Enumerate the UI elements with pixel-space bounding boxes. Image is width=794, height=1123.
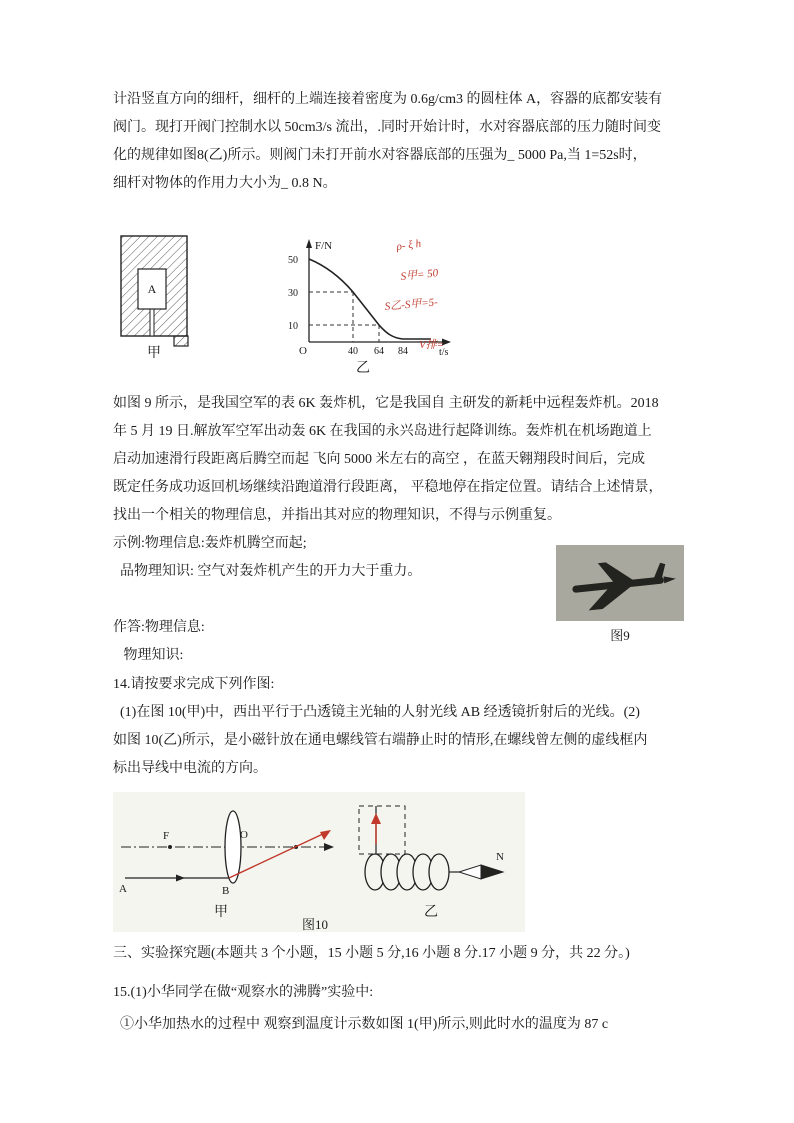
figure-8-jia-caption: 甲: [147, 346, 161, 361]
focal-point-left: [168, 845, 172, 849]
handwritten-annotation: S甲= 50: [400, 267, 439, 283]
text-line: 物理知识:: [113, 648, 184, 663]
text-line: 阀门。现打开阀门控制水以 50cm3/s 流出，.同时开始计时，水对容器底部的压力随时间变: [113, 120, 661, 135]
text-line: 作答:物理信息:: [113, 620, 205, 635]
thin-rod: [150, 309, 154, 336]
y-tick-30: 30: [288, 288, 298, 299]
figure-9-caption: 图9: [610, 628, 630, 643]
y-axis-label: F/N: [315, 240, 333, 252]
text-line: 启动加速滑行段距离后腾空而起 飞向 5000 米左右的高空 ，在蓝天翱翔段时间后，完成: [113, 452, 645, 467]
handwritten-annotation: V排=: [419, 339, 445, 351]
x-tick-84: 84: [398, 346, 408, 357]
text-line: 14.请按要求完成下列作图:: [113, 677, 275, 692]
bomber-photo: [556, 545, 684, 621]
origin-label: O: [299, 345, 307, 357]
cylinder-label: A: [147, 282, 157, 296]
section-heading: 三、实验探究题(本题共 3 个小题，15 小题 5 分,16 小题 8 分.17 小题 9 分，共 22 分。): [113, 946, 630, 961]
text-line: 细杆对物体的作用力大小为_ 0.8 N。: [113, 176, 337, 191]
text-line: 化的规律如图8(乙)所示。则阀门未打开前水对容器底部的压强为_ 5000 Pa,当 1=52s时，: [113, 148, 647, 163]
question-13-text: [113, 86, 689, 198]
y-tick-50: 50: [288, 255, 298, 266]
container-diagram: [118, 233, 208, 361]
y-tick-10: 10: [288, 321, 298, 332]
x-tick-64: 64: [374, 346, 384, 357]
valve-outlet: [174, 336, 188, 346]
text-line: 如图 9 所示，是我国空军的表 6K 轰炸机，它是我国自 主研发的新耗中远程轰炸机。2018: [113, 396, 659, 411]
x-tick-40: 40: [348, 346, 358, 357]
text-line: 15.(1)小华同学在做“观察水的沸腾”实验中:: [113, 985, 374, 1000]
question-14-text: [113, 671, 689, 783]
text-line: 计沿竖直方向的细杆，细杆的上端连接着密度为 0.6g/cm3 的圆柱体 A，容器的底都安装有: [113, 92, 663, 107]
figure-10: [113, 792, 525, 937]
figure-8-jia: [118, 233, 208, 366]
handwritten-annotation: S乙-S甲=5-: [384, 296, 439, 313]
figure-9: [556, 545, 684, 646]
figure-8-yi: [281, 234, 466, 381]
text-line: 找出一个相关的物理信息，并指出其对应的物理知识，不得与示例重复。: [113, 508, 561, 523]
figure-10-yi-caption: 乙: [424, 905, 438, 920]
point-B-label: B: [222, 885, 230, 897]
figure-10-caption: 图10: [301, 917, 329, 932]
text-line: 示例:物理信息:轰炸机腾空而起;: [113, 536, 307, 551]
text-line: 标出导线中电流的方向。: [113, 761, 267, 776]
focal-label-left: F: [163, 830, 170, 842]
compass-N-label: N: [496, 851, 504, 863]
text-line: (1)在图 10(甲)中，西出平行于凸透镜主光轴的人射光线 AB 经透镜折射后的光线。(2): [113, 705, 640, 720]
y-axis-arrow: [306, 239, 312, 248]
coil-loop: [429, 854, 449, 890]
convex-lens: [225, 811, 241, 883]
figure-10-diagram: [113, 792, 525, 932]
text-line: 如图 10(乙)所示，是小磁针放在通电螺线管右端静止时的情形,在螺线曾左侧的虚线框内: [113, 733, 648, 748]
text-line: 既定任务成功返回机场继续沿跑道滑行段距离， 平稳地停在指定位置。请结合上述情景，: [113, 480, 663, 495]
optical-center-label: O: [240, 829, 248, 841]
text-line: 年 5 月 19 日.解放军空军出动轰 6K 在我国的永兴岛进行起降训练。轰炸机在机场跑道上: [113, 424, 652, 439]
figure-background: [113, 792, 525, 932]
pressure-graph: [281, 234, 466, 376]
figure-10-jia-caption: 甲: [214, 905, 228, 920]
text-line: ①小华加热水的过程中 观察到温度计示数如图 1(甲)所示,则此时水的温度为 87 c: [113, 1017, 609, 1032]
text-line: 品物理知识: 空气对轰炸机产生的开力大于重力。: [113, 564, 422, 579]
point-A-label: A: [119, 883, 127, 895]
section-3-header: [113, 940, 713, 968]
question-15-text: [113, 977, 713, 1041]
figure-8-yi-caption: 乙: [356, 361, 370, 376]
handwritten-annotation: ρ- ξ h: [395, 237, 422, 253]
x-axis-label: t/s: [439, 347, 449, 358]
